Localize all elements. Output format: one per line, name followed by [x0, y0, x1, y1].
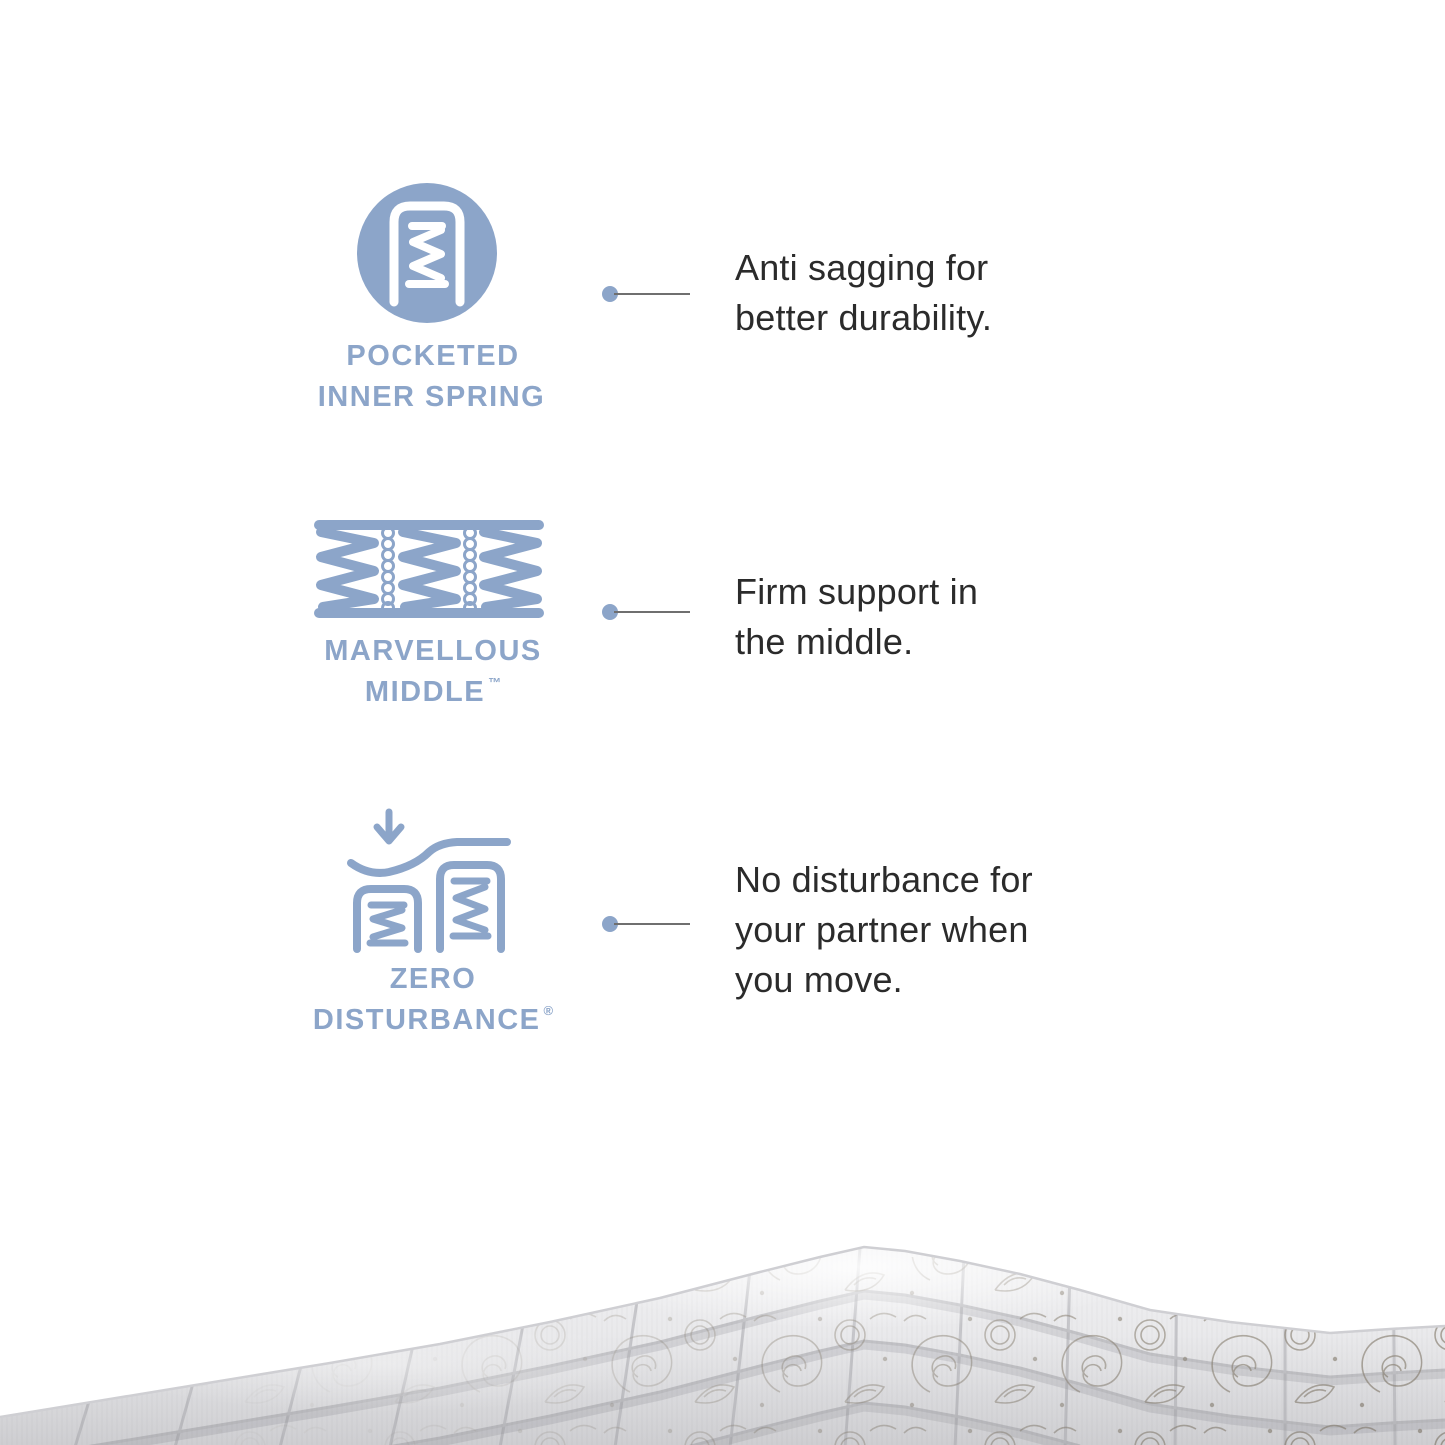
connector-leader-line — [602, 604, 697, 620]
description-line: No disturbance for — [735, 859, 1033, 900]
marvellous-middle-icon — [312, 516, 546, 622]
connector-line — [614, 293, 690, 295]
description-line: your partner when — [735, 909, 1029, 950]
connector-leader-line — [602, 916, 697, 932]
connector-line — [614, 611, 690, 613]
feature-title-pocketed-inner-spring — [253, 341, 613, 413]
feature-title-line2: DISTURBANCE ® — [312, 1003, 554, 1036]
feature-title-line2: INNER SPRING — [317, 381, 546, 413]
feature-description — [735, 855, 1175, 1005]
description-line: Firm support in — [735, 571, 979, 612]
zero-disturbance-icon — [343, 806, 518, 956]
feature-title-zero-disturbance — [253, 964, 613, 1036]
trademark-symbol: ® — [543, 1003, 554, 1018]
description-line: Anti sagging for — [735, 247, 989, 288]
feature-title-marvellous-middle — [253, 636, 613, 708]
feature-description — [735, 567, 1175, 667]
description-line: the middle. — [735, 621, 914, 662]
feature-title-line1: POCKETED — [346, 340, 520, 372]
mattress-photo — [0, 1195, 1445, 1445]
feature-title-line2: MIDDLE ™ — [364, 675, 502, 708]
connector-leader-line — [602, 286, 697, 302]
trademark-symbol: ™ — [488, 675, 502, 690]
pocketed-inner-spring-icon — [355, 181, 499, 325]
feature-description — [735, 243, 1175, 343]
description-line: you move. — [735, 959, 903, 1000]
feature-title-line1: ZERO — [389, 963, 477, 995]
feature-title-line1: MARVELLOUS — [324, 635, 542, 667]
connector-line — [614, 923, 690, 925]
description-line: better durability. — [735, 297, 993, 338]
